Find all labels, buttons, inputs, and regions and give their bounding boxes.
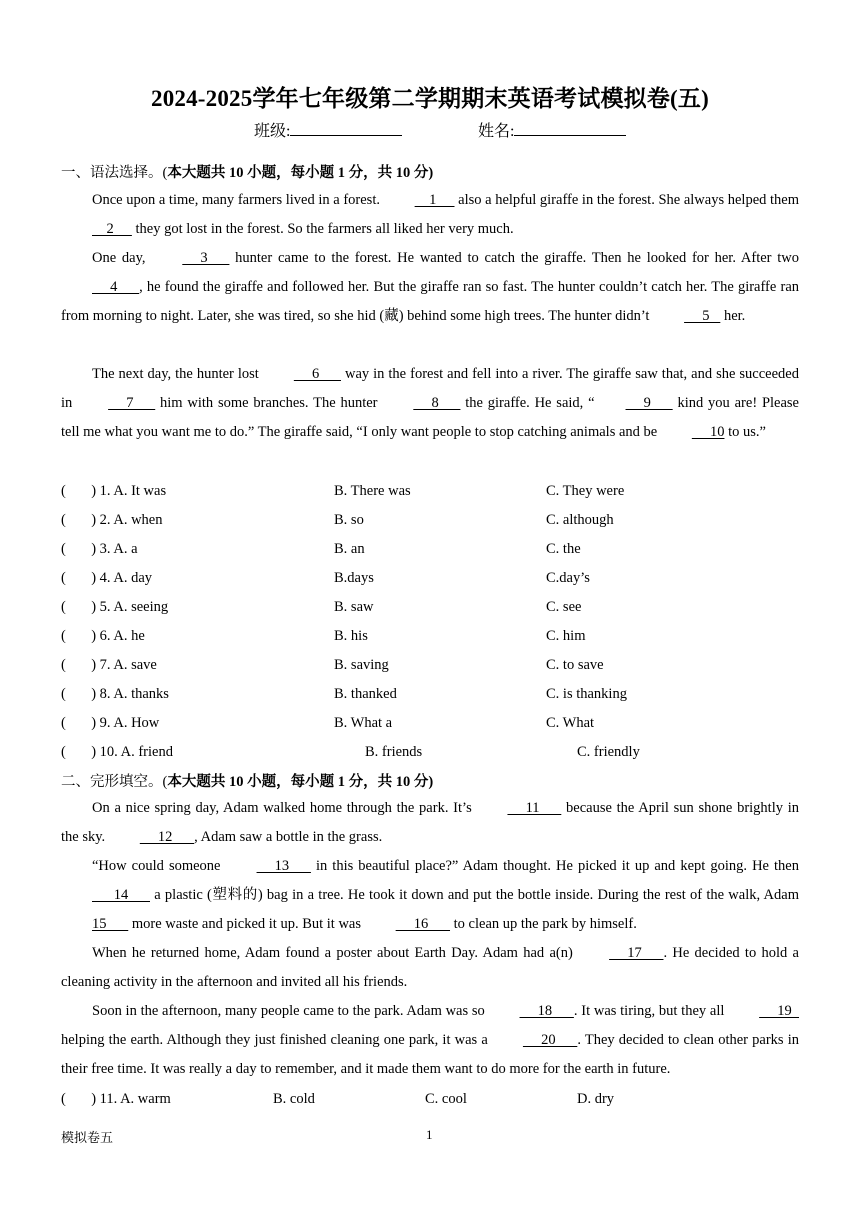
footer-label: 模拟卷五 xyxy=(61,1130,114,1145)
blank-1: 1 xyxy=(414,192,455,208)
name-field xyxy=(478,118,626,141)
option-b: B. his xyxy=(334,628,368,644)
blank-14: 14 xyxy=(92,887,150,903)
heading-text: 1 xyxy=(337,165,345,181)
blank-4: 4 xyxy=(92,279,140,295)
text: way in the forest and fell into a river. The giraffe saw that, and she succeeded in xyxy=(61,366,799,411)
text: kind you are! Please tell me what you want me to do.” The giraffe said, “I only want people to stop catching animals and be xyxy=(61,395,799,440)
text: On a nice spring day, Adam walked home through the park. It’s xyxy=(92,800,477,816)
blank-18: 18 xyxy=(519,1003,574,1019)
question-row xyxy=(61,744,821,773)
question-row xyxy=(61,715,821,744)
heading-text: 分，共 xyxy=(344,774,396,790)
text: hunter came to the forest. He wanted to catch the giraffe. Then he looked for her. After two xyxy=(229,250,799,266)
option-d: D. dry xyxy=(577,1091,615,1107)
passage2-paragraph-2 xyxy=(61,852,799,939)
text: “How could someone xyxy=(92,858,226,874)
option-a: ( ) 10. A. friend xyxy=(61,744,173,760)
text: helping the earth. Although they just finished cleaning one park, it was a xyxy=(61,1032,492,1048)
blank-11: 11 xyxy=(507,800,562,816)
blank-16: 16 xyxy=(395,916,451,932)
heading-text: 10 xyxy=(395,165,411,181)
option-a: ( ) 7. A. save xyxy=(61,657,157,673)
passage2-paragraph-4 xyxy=(61,997,799,1084)
blank-3: 3 xyxy=(182,250,230,266)
option-b: B. an xyxy=(334,541,365,557)
blank-8: 8 xyxy=(413,395,461,411)
text: to us.” xyxy=(724,424,766,440)
text: the giraffe. He said, “ xyxy=(460,395,595,411)
heading-text: 小题，每小题 xyxy=(243,774,338,790)
heading-text: 分，共 xyxy=(344,165,396,181)
blank-15: 15 xyxy=(92,916,129,932)
class-field xyxy=(254,118,402,141)
text: her. xyxy=(720,308,746,324)
option-c: C. the xyxy=(546,541,581,557)
exam-title: 2024-2025学年七年级第二学期期末英语考试模拟卷(五) xyxy=(151,86,709,111)
heading-text: 二、完形填空。( xyxy=(61,774,168,790)
class-label: 班级: xyxy=(254,123,291,140)
page-number: 1 xyxy=(426,1127,433,1142)
option-a: ( ) 5. A. seeing xyxy=(61,599,169,615)
class-blank[interactable] xyxy=(290,121,402,136)
option-a: ( ) 4. A. day xyxy=(61,570,153,586)
text: more waste and picked it up. But it was xyxy=(128,916,365,932)
section-heading-grammar xyxy=(61,161,433,182)
text: because the April sun shone brightly in the sky. xyxy=(61,800,800,845)
option-c: C.day’s xyxy=(546,570,590,586)
option-b: B. friends xyxy=(365,744,423,760)
option-c: C. see xyxy=(546,599,582,615)
text: , he found the giraffe and followed her. But the giraffe ran so fast. The hunter couldn’t catch her. The giraffe ran from morning to night. Later, she was tired, so she hid (藏) behind some high trees. The hunter didn’t xyxy=(61,279,799,324)
heading-text: 1 xyxy=(337,774,345,790)
text: to clean up the park by himself. xyxy=(450,916,637,932)
question-row xyxy=(61,512,821,541)
option-c: C. cool xyxy=(425,1091,467,1107)
blank-6: 6 xyxy=(293,366,341,382)
text: . He decided to hold a cleaning activity in the afternoon and invited all his friends. xyxy=(61,945,799,990)
question-row xyxy=(61,1091,821,1120)
option-a: ( ) 2. A. when xyxy=(61,512,163,528)
text: , Adam saw a bottle in the grass. xyxy=(194,829,383,845)
option-b: B. saw xyxy=(334,599,374,615)
option-a: ( ) 3. A. a xyxy=(61,541,138,557)
name-blank[interactable] xyxy=(514,121,626,136)
option-a: ( ) 11. A. warm xyxy=(61,1091,171,1107)
question-row xyxy=(61,628,821,657)
blank-5: 5 xyxy=(684,308,721,324)
option-c: C. him xyxy=(546,628,586,644)
text: The next day, the hunter lost xyxy=(92,366,263,382)
option-a: ( ) 9. A. How xyxy=(61,715,160,731)
text: in this beautiful place?” Adam thought. He picked it up and kept going. He then xyxy=(310,858,799,874)
option-b: B. thanked xyxy=(334,686,397,702)
question-row xyxy=(61,483,821,512)
question-row xyxy=(61,570,821,599)
text: . It was tiring, but they all xyxy=(573,1003,729,1019)
blank-12: 12 xyxy=(139,829,195,845)
blank-10: 10 xyxy=(691,424,725,440)
option-b: B. What a xyxy=(334,715,393,731)
heading-text: 10 xyxy=(228,774,244,790)
heading-text: 10 xyxy=(395,774,411,790)
text: him with some branches. The hunter xyxy=(155,395,383,411)
text: One day, xyxy=(92,250,152,266)
passage2-paragraph-3 xyxy=(61,939,799,997)
heading-text: 分) xyxy=(410,774,434,790)
option-c: C. friendly xyxy=(577,744,640,760)
option-c: C. They were xyxy=(546,483,625,499)
option-b: B. There was xyxy=(334,483,411,499)
option-c: C. What xyxy=(546,715,595,731)
name-label: 姓名: xyxy=(478,123,515,140)
heading-text: 一、语法选择。( xyxy=(61,165,168,181)
text: Soon in the afternoon, many people came to the park. Adam was so xyxy=(92,1003,489,1019)
option-b: B. saving xyxy=(334,657,389,673)
passage2-paragraph-1 xyxy=(61,794,799,852)
passage1-paragraph-2 xyxy=(61,244,799,331)
text: . They decided to clean other parks in their free time. It was really a day to remember, and it made them want to do more for the earth in future. xyxy=(61,1032,799,1077)
question-row xyxy=(61,657,821,686)
option-a: ( ) 8. A. thanks xyxy=(61,686,169,702)
blank-9: 9 xyxy=(625,395,673,411)
text: When he returned home, Adam found a poster about Earth Day. Adam had a(n) xyxy=(92,945,579,961)
option-c: C. although xyxy=(546,512,614,528)
text: a plastic (塑料的) bag in a tree. He took it down and put the bottle inside. During the rest of the walk, Adam xyxy=(150,887,799,903)
heading-text: 本大题共 xyxy=(167,165,229,181)
text: Once upon a time, many farmers lived in a forest. xyxy=(92,192,384,208)
passage1-paragraph-1 xyxy=(61,186,799,244)
blank-17: 17 xyxy=(609,945,664,961)
option-b: B.days xyxy=(334,570,374,586)
blank-2: 2 xyxy=(92,221,132,237)
question-row xyxy=(61,599,821,628)
option-c: C. is thanking xyxy=(546,686,627,702)
option-a: ( ) 1. A. It was xyxy=(61,483,167,499)
option-a: ( ) 6. A. he xyxy=(61,628,145,644)
text: also a helpful giraffe in the forest. She always helped them xyxy=(454,192,800,208)
question-row xyxy=(61,541,821,570)
text: they got lost in the forest. So the farmers all liked her very much. xyxy=(131,221,514,237)
blank-20: 20 xyxy=(522,1032,578,1048)
heading-text: 小题，每小题 xyxy=(243,165,338,181)
heading-text: 本大题共 xyxy=(167,774,229,790)
blank-7: 7 xyxy=(108,395,156,411)
option-b: B. cold xyxy=(273,1091,315,1107)
option-b: B. so xyxy=(334,512,364,528)
blank-19: 19 xyxy=(759,1003,799,1019)
passage1-paragraph-3 xyxy=(61,360,799,447)
heading-text: 10 xyxy=(228,165,244,181)
section-heading-cloze xyxy=(61,770,433,791)
blank-13: 13 xyxy=(256,858,311,874)
heading-text: 分) xyxy=(410,165,434,181)
question-row xyxy=(61,686,821,715)
option-c: C. to save xyxy=(546,657,604,673)
